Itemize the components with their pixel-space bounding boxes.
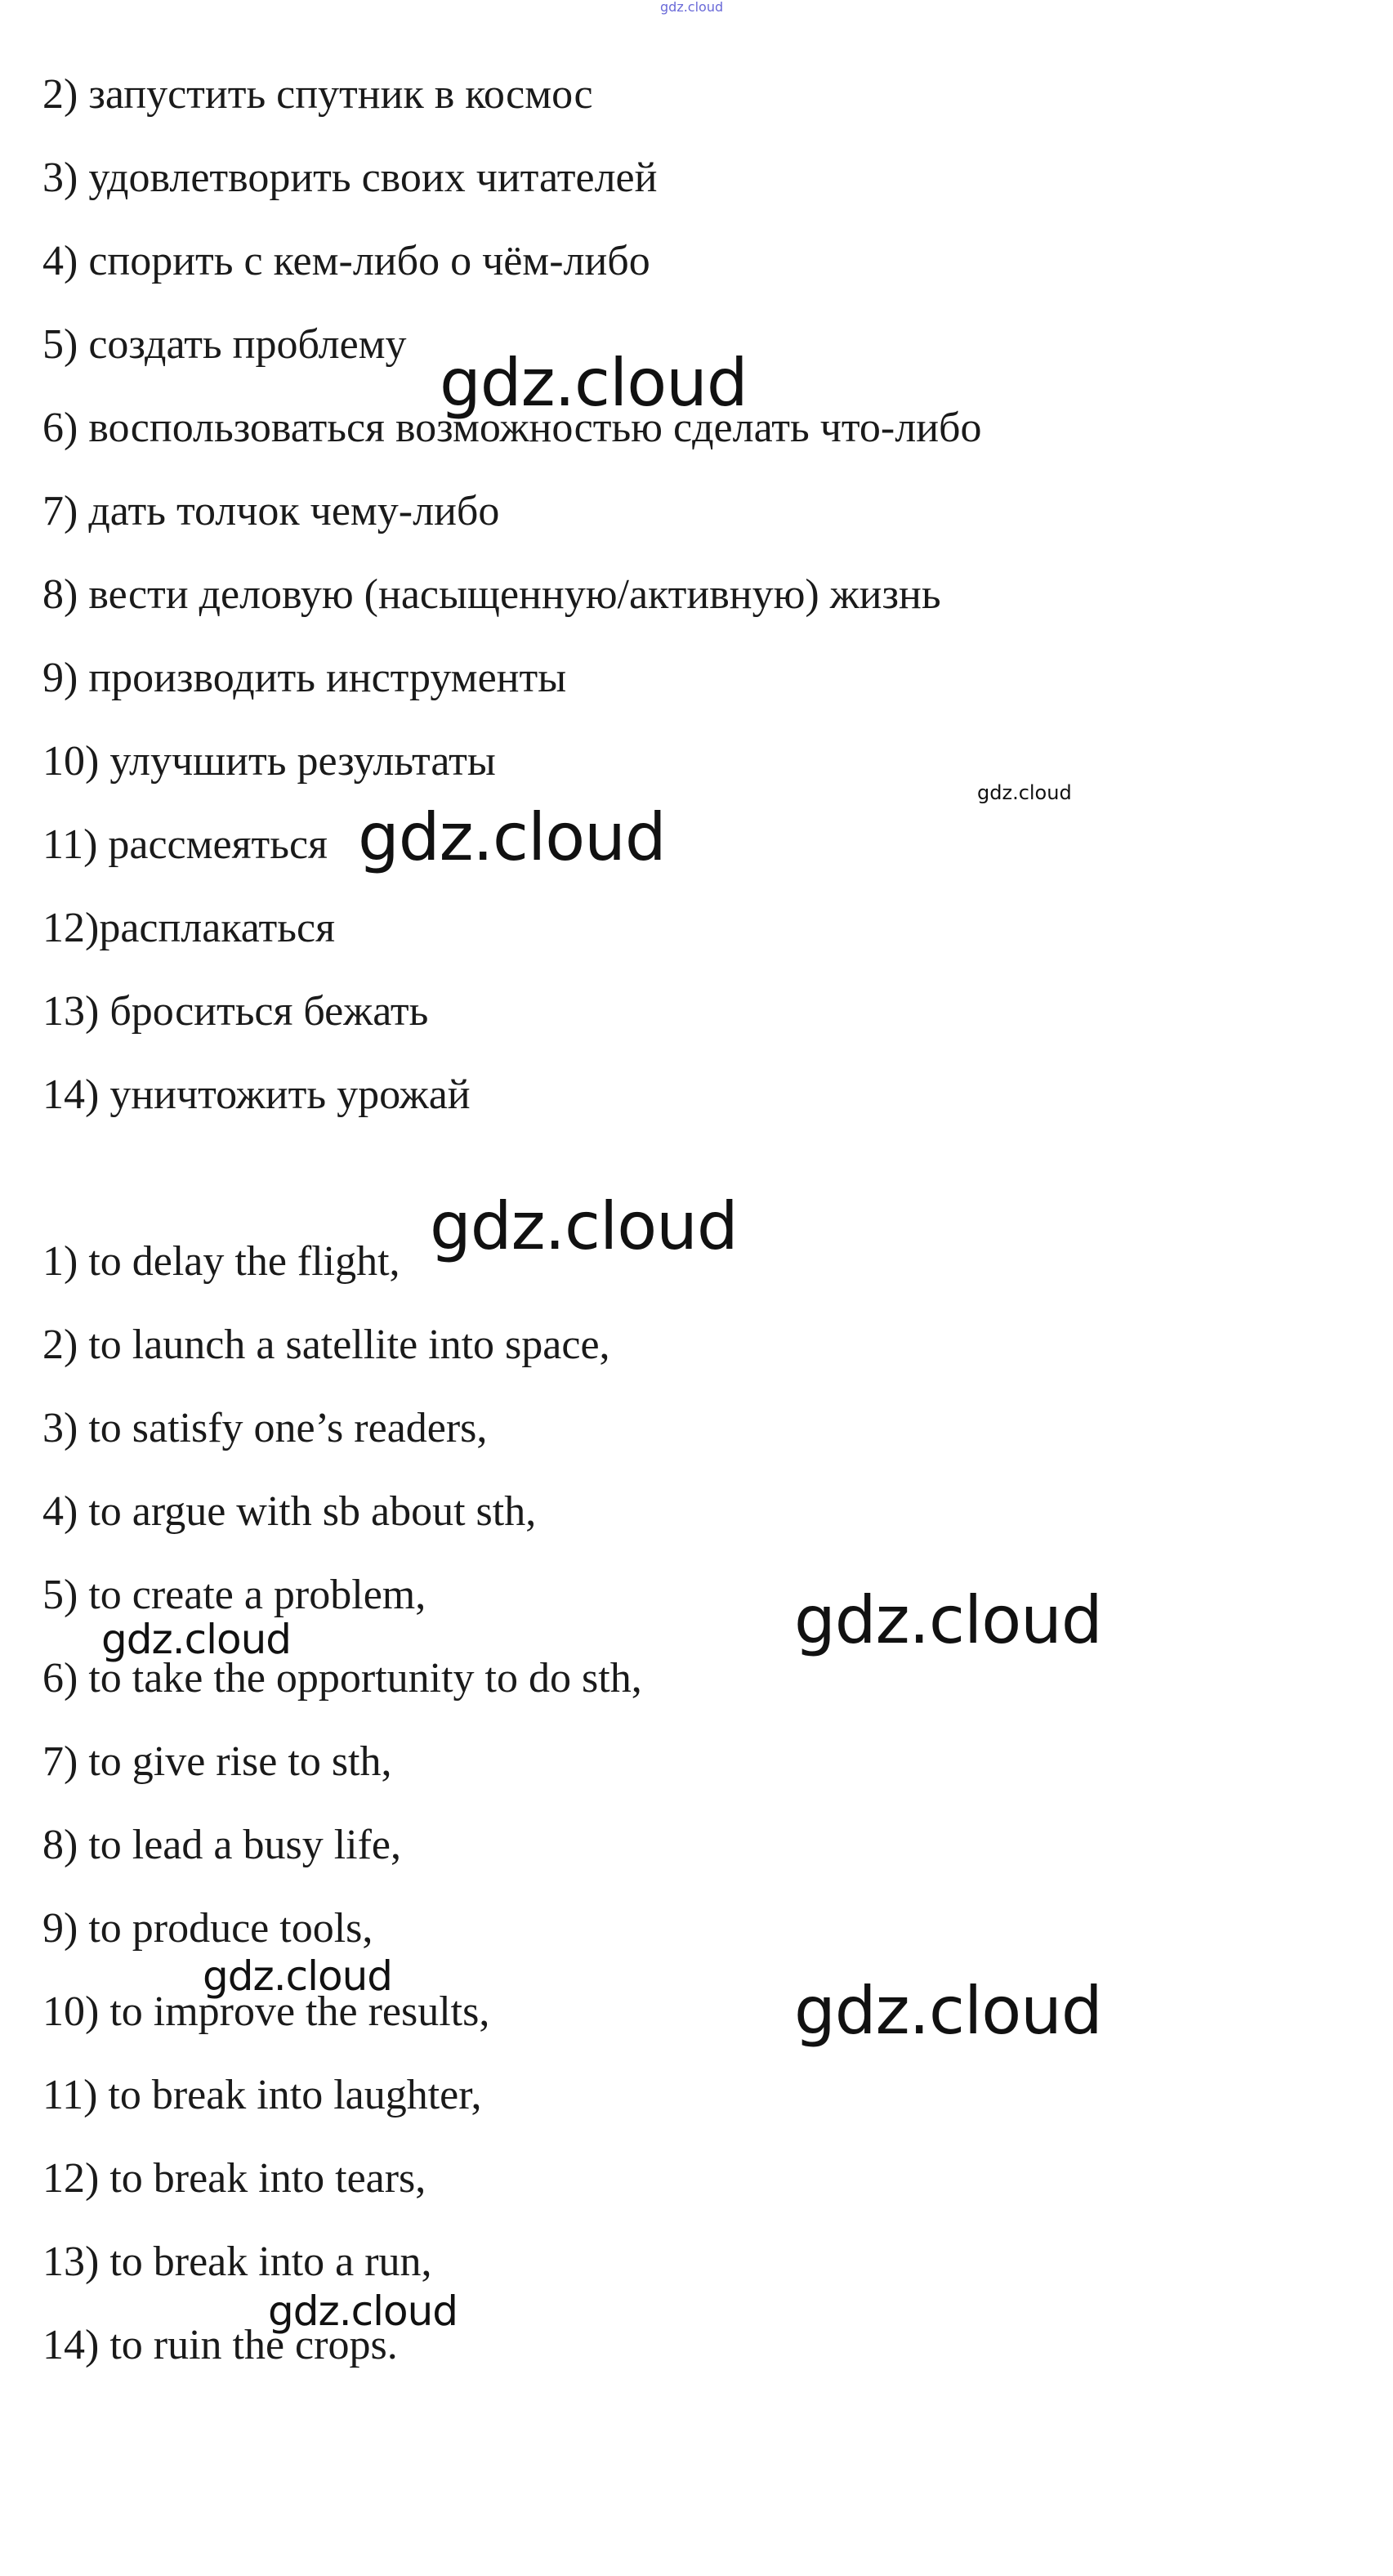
russian-item: 3) удовлетворить своих читателей — [42, 154, 658, 201]
russian-item: 4) спорить с кем-либо о чём-либо — [42, 238, 650, 284]
english-item: 9) to produce tools, — [42, 1905, 373, 1952]
watermark: gdz.cloud — [794, 1582, 1102, 1658]
watermark: gdz.cloud — [358, 799, 666, 875]
watermark: gdz.cloud — [430, 1188, 738, 1264]
watermark: gdz.cloud — [440, 345, 748, 421]
english-item: 14) to ruin the crops. — [42, 2322, 398, 2368]
russian-item: 13) броситься бежать — [42, 988, 429, 1035]
english-item: 8) to lead a busy life, — [42, 1822, 401, 1868]
russian-item: 14) уничтожить урожай — [42, 1071, 471, 1118]
russian-item: 7) дать толчок чему-либо — [42, 488, 500, 534]
english-item: 11) to break into laughter, — [42, 2072, 482, 2118]
english-item: 5) to create a problem, — [42, 1572, 426, 1618]
russian-item: 12)расплакаться — [42, 905, 335, 951]
russian-item: 2) запустить спутник в космос — [42, 71, 593, 118]
russian-item: 10) улучшить результаты — [42, 738, 496, 785]
russian-item: 8) вести деловую (насыщенную/активную) жизнь — [42, 571, 941, 618]
russian-item: 6) воспользоваться возможностью сделать что-либо — [42, 405, 982, 451]
english-item: 6) to take the opportunity to do sth, — [42, 1655, 642, 1702]
english-item: 10) to improve the results, — [42, 1988, 490, 2035]
top-watermark: gdz.cloud — [660, 0, 724, 15]
english-item: 13) to break into a run, — [42, 2238, 432, 2285]
watermark: gdz.cloud — [268, 2288, 458, 2335]
russian-item: 5) создать проблему — [42, 321, 407, 368]
watermark: gdz.cloud — [101, 1616, 292, 1663]
english-item: 12) to break into tears, — [42, 2155, 426, 2202]
english-item: 7) to give rise to sth, — [42, 1738, 392, 1785]
english-item: 2) to launch a satellite into space, — [42, 1322, 610, 1368]
russian-item: 9) производить инструменты — [42, 655, 567, 701]
watermark: gdz.cloud — [977, 781, 1072, 804]
english-item: 3) to satisfy one’s readers, — [42, 1405, 488, 1451]
russian-item: 11) рассмеяться — [42, 821, 328, 868]
english-item: 4) to argue with sb about sth, — [42, 1488, 537, 1535]
watermark: gdz.cloud — [794, 1973, 1102, 2049]
english-item: 1) to delay the flight, — [42, 1238, 400, 1285]
watermark: gdz.cloud — [203, 1952, 393, 2000]
